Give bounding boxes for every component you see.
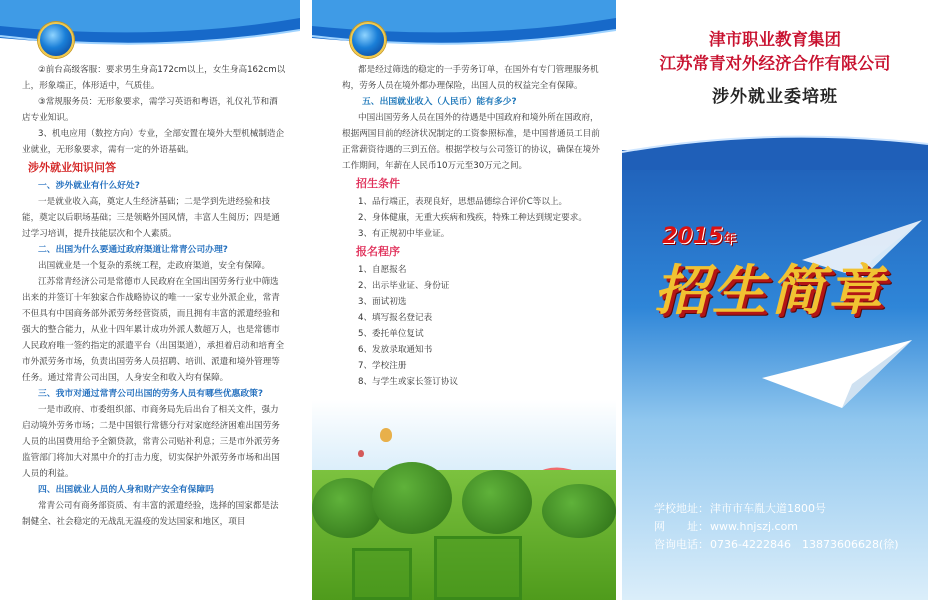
phone-row: 咨询电话：0736-4222846 13873606628(徐) (654, 538, 899, 551)
tree-icon (462, 470, 532, 534)
brochure-panel-left (0, 0, 300, 600)
blue-orb-icon (350, 22, 386, 58)
hot-air-balloon-icon (380, 428, 392, 442)
condition-item: 2、身体健康，无重大疾病和残疾，特殊工种达到规定要求。 (358, 213, 587, 223)
answer-2a: 出国就业是一个复杂的系统工程，走政府渠道，安全有保障。 (38, 261, 271, 271)
org-name-2: 江苏常青对外经济合作有限公司 (659, 54, 891, 73)
tree-icon (372, 462, 452, 534)
procedure-item: 2、出示毕业证、身份证 (358, 281, 450, 291)
procedure-item: 8、与学生或家长签订协议 (358, 377, 458, 387)
panel2-text (312, 62, 616, 390)
procedure-item: 6、发放录取通知书 (358, 345, 433, 355)
conditions-title: 招生条件 (356, 177, 400, 190)
class-name: 涉外就业委培班 (712, 87, 838, 107)
procedure-item: 3、面试初选 (358, 297, 407, 307)
answer-2b: 江苏常青经济公司是常德市人民政府在全国出国劳务行业中筛选出来的并签订十年独家合作战略协议的唯一一家专业外派企业，常青不但具有中国商务部外派劳务经营资质，而且拥有丰富的派遣经验和强大的整合能力，从业十四年累计成功外派人数超万人，也是常德市人民政府唯一签约指定的派遣平台（出国渠道），承担着启动和培育全市外派劳务市场，负责出国劳务人员招聘、培训、派遣和境外管理等任务。通过常青公司出国，人身安全和收入均有保障。 (22, 277, 285, 383)
address-row: 学校地址：津市市车胤大道1800号 (654, 502, 826, 515)
req-waiter: ③常规服务员：无形象要求，需学习英语和粤语，礼仪礼节和酒店专业知识。 (22, 97, 278, 123)
paper-plane-icon (762, 340, 912, 410)
condition-item: 1、品行端正，表现良好，思想品德综合评价C等以上。 (358, 197, 568, 207)
req-mechatronics: 3、机电应用（数控方向）专业，全部安置在境外大型机械制造企业就业，无形象要求，需有一定的外语基础。 (22, 129, 285, 155)
blue-orb-icon (38, 22, 74, 58)
procedure-item: 7、学校注册 (358, 361, 407, 371)
answer-3: 一是市政府、市委组织部、市商务局先后出台了相关文件，强力启动境外劳务市场；二是中国银行常德分行对家庭经济困难出国劳务人员的出国费用给予全额贷款，常青公司贴补利息；三是市外派劳务监管部门将加大对黑中介的打击力度，切实保护外派劳务市场和出国人员的利益。 (22, 405, 280, 479)
panel1-text (0, 62, 300, 530)
website-row[interactable]: 网 址：www.hnjszj.com (654, 520, 799, 533)
procedure-item: 4、填写报名登记表 (358, 313, 433, 323)
intro-paragraph: 都是经过筛选的稳定的一手劳务订单，在国外有专门管理服务机构，劳务人员在境外都办理保险，出国人员的权益完全有保障。 (342, 65, 599, 91)
req-front-desk: ②前台高级客服：要求男生身高172cm以上，女生身高162cm以上，形象端正，体形适中，气质佳。 (22, 65, 286, 91)
website-link[interactable]: www.hnjszj.com (710, 520, 799, 533)
headline-title: 招生简章 (654, 259, 886, 322)
org-name-1: 津市职业教育集团 (709, 30, 841, 49)
tree-icon (542, 484, 616, 538)
leaf-house-icon (352, 548, 412, 600)
leaf-house-icon (434, 536, 522, 600)
answer-5: 中国出国劳务人员在国外的待遇是中国政府和境外所在国政府，根据两国目前的经济状况制定的工资参照标准，是中国普通员工目前正常薪资待遇的三到五倍。根据学校与公司签订的协议，确保在境外工作期间，年薪在人民币10万元至30万元之间。 (342, 113, 600, 171)
answer-1: 一是就业收入高，奠定人生经济基础；二是学到先进经验和技能，奠定以后职场基础；三是领略外国风情，丰富人生阅历；四是通过学习培训，提升技能层次和个人素质。 (22, 197, 280, 239)
procedure-item: 1、自愿报名 (358, 265, 407, 275)
tree-icon (312, 478, 382, 538)
question-4: 四、出国就业人员的人身和财产安全有保障吗 (38, 485, 214, 495)
cover-wave (622, 130, 928, 170)
contact-info (654, 500, 899, 554)
qa-heading: 涉外就业知识问答 (28, 161, 116, 174)
brochure-cover-panel (622, 0, 928, 600)
year-label: 2015年 (662, 224, 737, 249)
question-3: 三、我市对通过常青公司出国的劳务人员有哪些优惠政策? (38, 389, 264, 399)
question-5: 五、出国就业收入（人民币）能有多少? (362, 97, 517, 107)
brochure-panel-middle (312, 0, 616, 600)
answer-4: 常青公司有商务部资质、有丰富的派遣经验，选择的国家都是法制健全、社会稳定的无战乱无温疫的发达国家和地区，项目 (22, 501, 279, 527)
question-2: 二、出国为什么要通过政府渠道让常青公司办理? (38, 245, 228, 255)
hot-air-balloon-icon (358, 450, 364, 457)
procedure-item: 5、委托单位复试 (358, 329, 424, 339)
question-1: 一、涉外就业有什么好处? (38, 181, 140, 191)
condition-item: 3、有正规初中毕业证。 (358, 229, 450, 239)
procedures-title: 报名程序 (356, 245, 400, 258)
